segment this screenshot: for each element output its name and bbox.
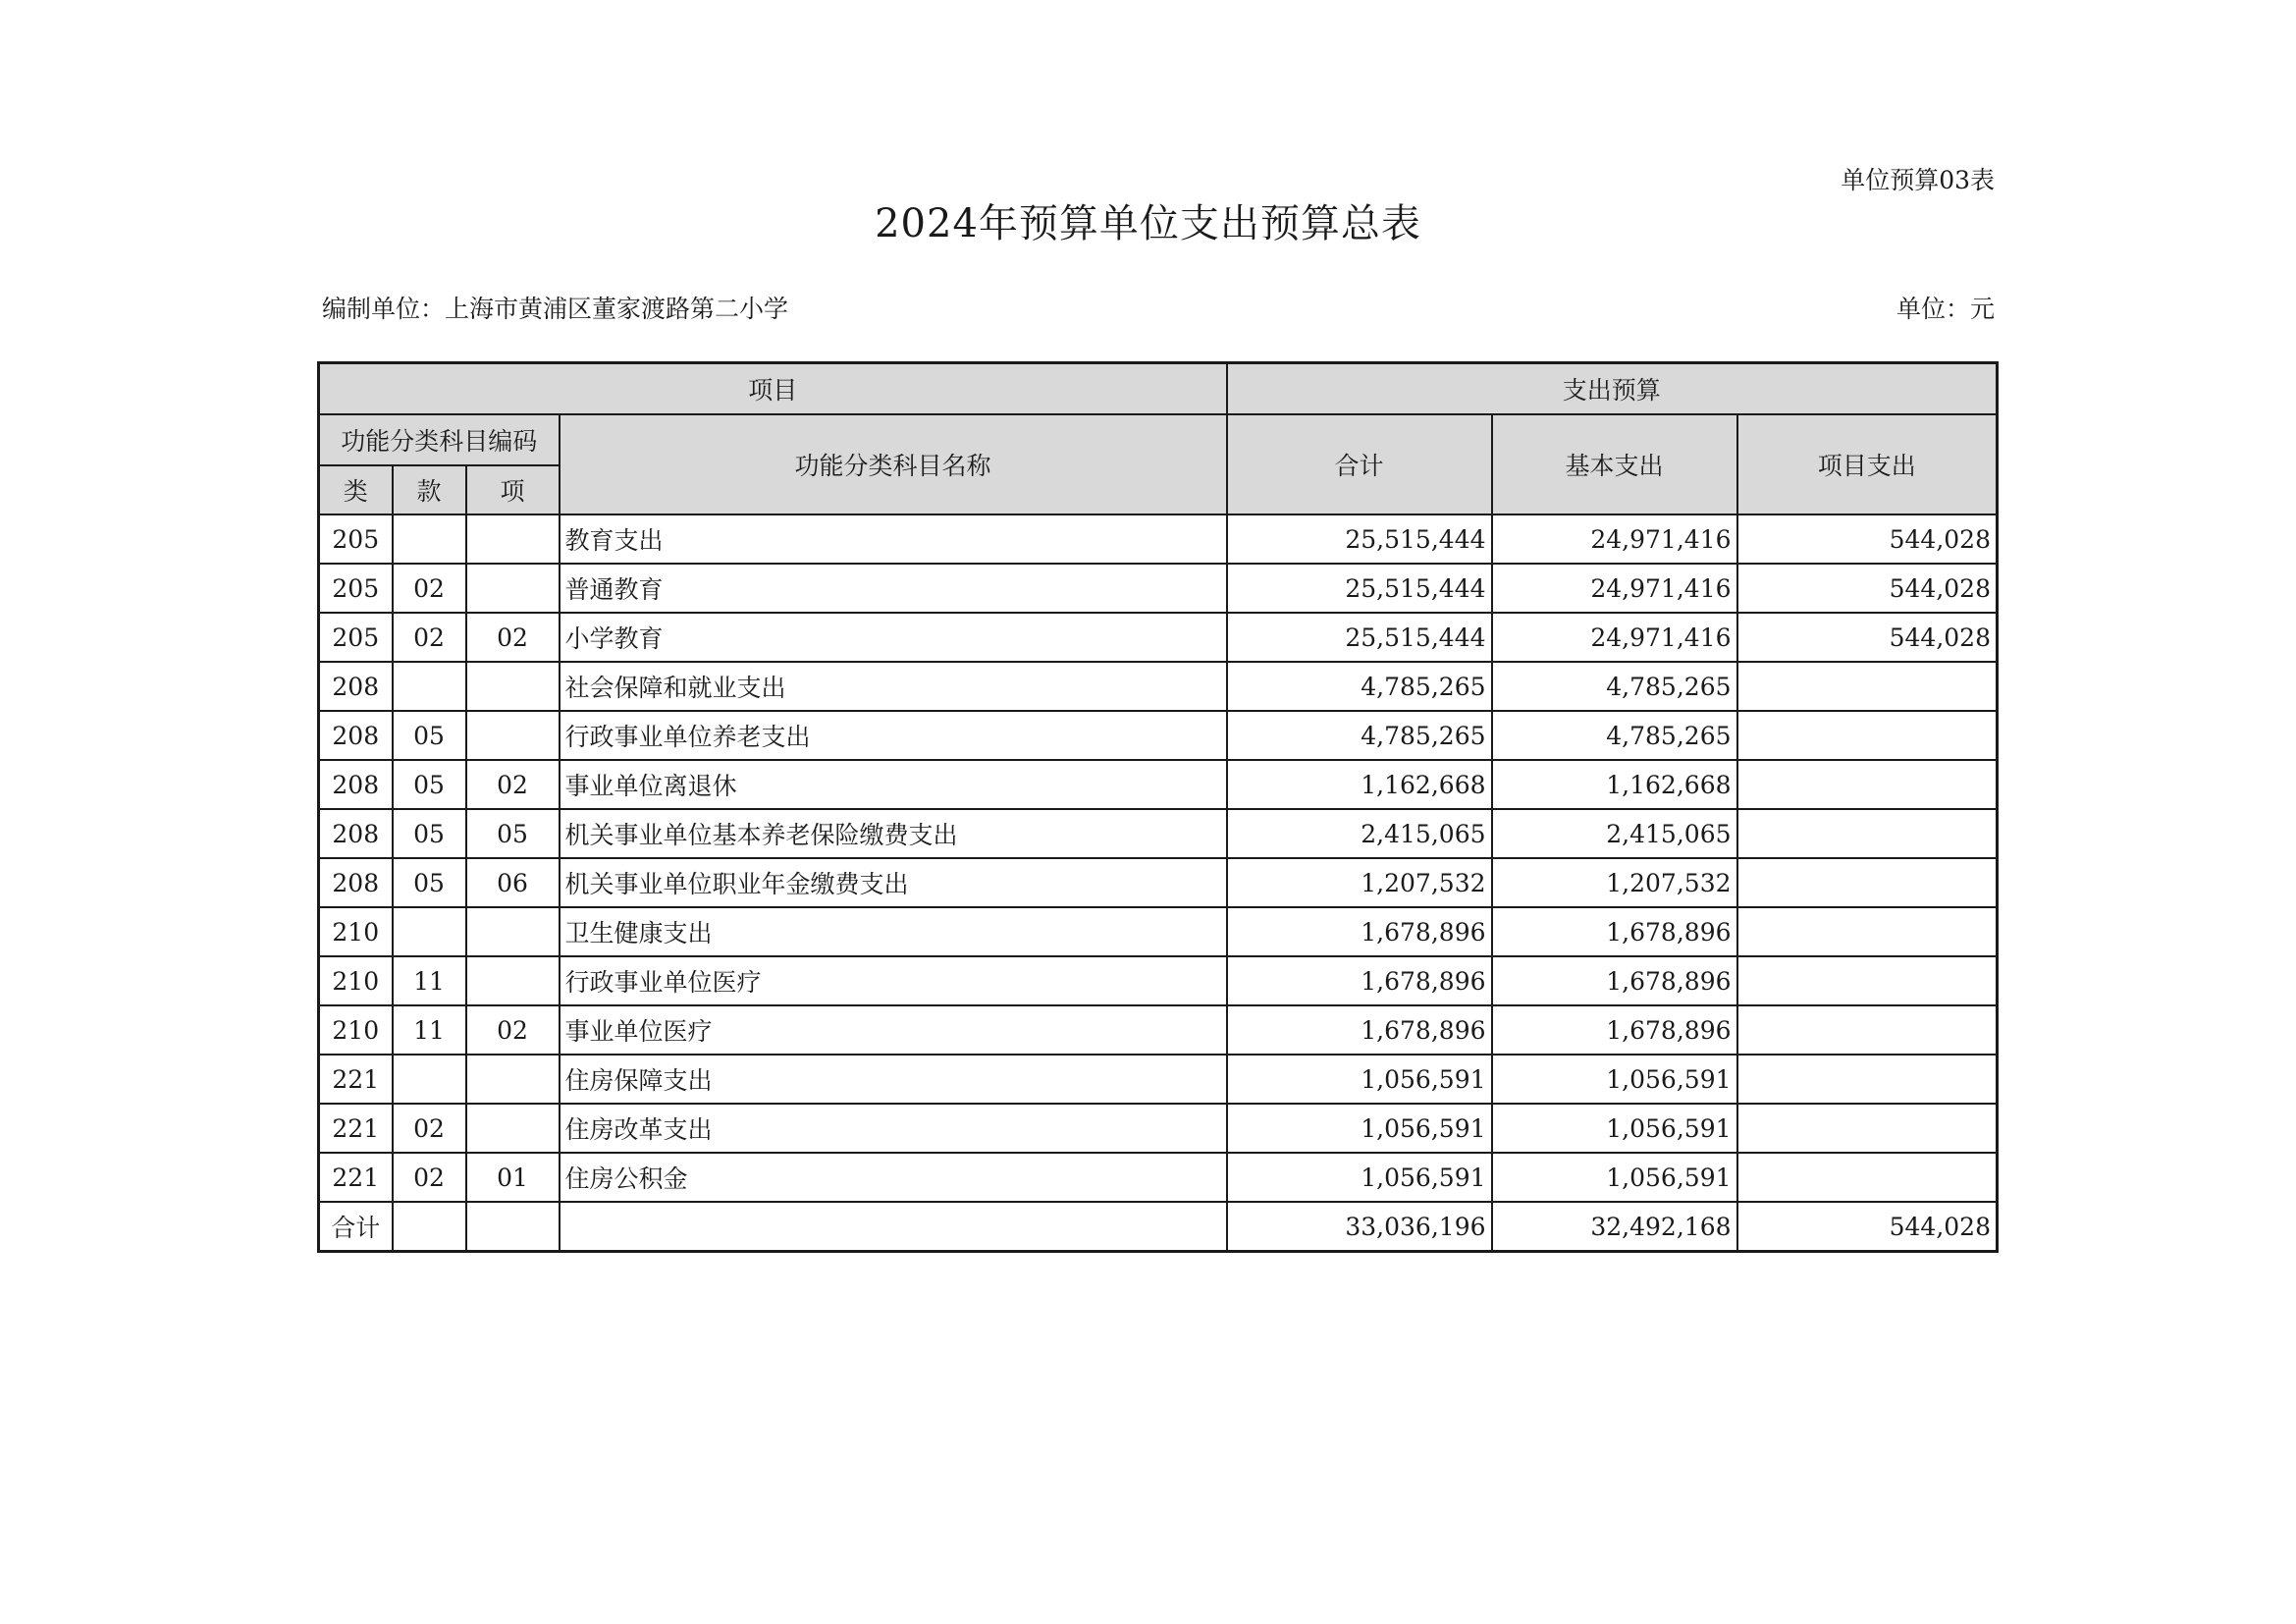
cell-xiang bbox=[466, 1202, 560, 1252]
cell-basic: 1,162,668 bbox=[1492, 760, 1737, 809]
cell-total: 1,678,896 bbox=[1227, 1005, 1492, 1055]
table-row bbox=[319, 514, 1998, 564]
table-row bbox=[319, 760, 1998, 809]
cell-total: 25,515,444 bbox=[1227, 613, 1492, 662]
cell-lei: 221 bbox=[319, 1055, 393, 1104]
cell-kuan: 11 bbox=[393, 956, 466, 1005]
cell-project: 544,028 bbox=[1737, 564, 1998, 613]
cell-project bbox=[1737, 956, 1998, 1005]
cell-total: 4,785,265 bbox=[1227, 662, 1492, 711]
header-name: 功能分类科目名称 bbox=[560, 414, 1227, 514]
cell-total: 1,207,532 bbox=[1227, 858, 1492, 907]
cell-kuan: 05 bbox=[393, 809, 466, 858]
table-row bbox=[319, 956, 1998, 1005]
cell-basic: 4,785,265 bbox=[1492, 711, 1737, 760]
cell-name bbox=[560, 1202, 1227, 1252]
cell-project bbox=[1737, 1055, 1998, 1104]
cell-xiang bbox=[466, 514, 560, 564]
cell-lei: 208 bbox=[319, 760, 393, 809]
cell-kuan: 05 bbox=[393, 711, 466, 760]
cell-basic: 4,785,265 bbox=[1492, 662, 1737, 711]
cell-name: 机关事业单位职业年金缴费支出 bbox=[560, 858, 1227, 907]
cell-name: 住房保障支出 bbox=[560, 1055, 1227, 1104]
cell-name: 小学教育 bbox=[560, 613, 1227, 662]
cell-lei: 210 bbox=[319, 907, 393, 956]
header-item: 项目 bbox=[319, 363, 1227, 415]
cell-lei: 208 bbox=[319, 711, 393, 760]
cell-project bbox=[1737, 1104, 1998, 1153]
cell-name: 事业单位医疗 bbox=[560, 1005, 1227, 1055]
table-row bbox=[319, 662, 1998, 711]
cell-basic: 1,207,532 bbox=[1492, 858, 1737, 907]
cell-xiang bbox=[466, 711, 560, 760]
cell-project bbox=[1737, 711, 1998, 760]
cell-kuan: 11 bbox=[393, 1005, 466, 1055]
cell-name: 住房改革支出 bbox=[560, 1104, 1227, 1153]
cell-total: 1,056,591 bbox=[1227, 1055, 1492, 1104]
cell-lei: 208 bbox=[319, 662, 393, 711]
cell-project: 544,028 bbox=[1737, 514, 1998, 564]
cell-total: 1,162,668 bbox=[1227, 760, 1492, 809]
cell-basic: 1,678,896 bbox=[1492, 956, 1737, 1005]
cell-name: 卫生健康支出 bbox=[560, 907, 1227, 956]
cell-lei: 205 bbox=[319, 514, 393, 564]
table-row bbox=[319, 613, 1998, 662]
cell-xiang bbox=[466, 956, 560, 1005]
cell-project bbox=[1737, 809, 1998, 858]
cell-kuan: 02 bbox=[393, 613, 466, 662]
cell-total: 1,056,591 bbox=[1227, 1153, 1492, 1202]
table-row bbox=[319, 1005, 1998, 1055]
table-row bbox=[319, 1055, 1998, 1104]
cell-total: 33,036,196 bbox=[1227, 1202, 1492, 1252]
cell-basic: 24,971,416 bbox=[1492, 564, 1737, 613]
cell-kuan bbox=[393, 662, 466, 711]
cell-kuan bbox=[393, 514, 466, 564]
table-row bbox=[319, 809, 1998, 858]
cell-xiang: 05 bbox=[466, 809, 560, 858]
cell-project bbox=[1737, 662, 1998, 711]
cell-basic: 32,492,168 bbox=[1492, 1202, 1737, 1252]
cell-lei: 210 bbox=[319, 1005, 393, 1055]
cell-name: 普通教育 bbox=[560, 564, 1227, 613]
cell-basic: 24,971,416 bbox=[1492, 514, 1737, 564]
cell-kuan: 02 bbox=[393, 564, 466, 613]
table-row bbox=[319, 1104, 1998, 1153]
header-code: 功能分类科目编码 bbox=[319, 414, 560, 465]
cell-xiang: 06 bbox=[466, 858, 560, 907]
cell-xiang: 02 bbox=[466, 613, 560, 662]
cell-total: 4,785,265 bbox=[1227, 711, 1492, 760]
cell-xiang: 02 bbox=[466, 760, 560, 809]
cell-total: 1,678,896 bbox=[1227, 907, 1492, 956]
cell-xiang bbox=[466, 1055, 560, 1104]
cell-total: 25,515,444 bbox=[1227, 564, 1492, 613]
table-row bbox=[319, 1202, 1998, 1252]
cell-basic: 2,415,065 bbox=[1492, 809, 1737, 858]
cell-basic: 1,056,591 bbox=[1492, 1055, 1737, 1104]
cell-lei: 221 bbox=[319, 1153, 393, 1202]
cell-kuan: 05 bbox=[393, 760, 466, 809]
cell-name: 社会保障和就业支出 bbox=[560, 662, 1227, 711]
cell-basic: 1,056,591 bbox=[1492, 1153, 1737, 1202]
cell-xiang bbox=[466, 1104, 560, 1153]
cell-xiang bbox=[466, 662, 560, 711]
cell-lei: 205 bbox=[319, 613, 393, 662]
cell-kuan: 02 bbox=[393, 1153, 466, 1202]
page-title: 2024年预算单位支出预算总表 bbox=[875, 201, 1421, 246]
table-row bbox=[319, 907, 1998, 956]
cell-project bbox=[1737, 760, 1998, 809]
header-kuan: 款 bbox=[393, 465, 466, 514]
cell-total: 1,678,896 bbox=[1227, 956, 1492, 1005]
cell-name: 教育支出 bbox=[560, 514, 1227, 564]
cell-xiang: 02 bbox=[466, 1005, 560, 1055]
cell-project bbox=[1737, 907, 1998, 956]
cell-basic: 1,678,896 bbox=[1492, 907, 1737, 956]
cell-total: 25,515,444 bbox=[1227, 514, 1492, 564]
table-row bbox=[319, 711, 1998, 760]
cell-lei: 208 bbox=[319, 809, 393, 858]
cell-basic: 1,678,896 bbox=[1492, 1005, 1737, 1055]
cell-project: 544,028 bbox=[1737, 613, 1998, 662]
cell-lei: 205 bbox=[319, 564, 393, 613]
header-project: 项目支出 bbox=[1737, 414, 1998, 514]
cell-name: 机关事业单位基本养老保险缴费支出 bbox=[560, 809, 1227, 858]
header-budget: 支出预算 bbox=[1227, 363, 1998, 415]
cell-xiang bbox=[466, 907, 560, 956]
cell-xiang bbox=[466, 564, 560, 613]
currency-unit: 单位：元 bbox=[1896, 295, 1995, 323]
cell-name: 住房公积金 bbox=[560, 1153, 1227, 1202]
cell-kuan bbox=[393, 1202, 466, 1252]
cell-xiang: 01 bbox=[466, 1153, 560, 1202]
cell-basic: 24,971,416 bbox=[1492, 613, 1737, 662]
cell-name: 行政事业单位医疗 bbox=[560, 956, 1227, 1005]
cell-kuan bbox=[393, 907, 466, 956]
cell-total: 1,056,591 bbox=[1227, 1104, 1492, 1153]
cell-project bbox=[1737, 1005, 1998, 1055]
cell-lei: 221 bbox=[319, 1104, 393, 1153]
header-xiang: 项 bbox=[466, 465, 560, 514]
form-number: 单位预算03表 bbox=[1841, 166, 1995, 194]
cell-project bbox=[1737, 858, 1998, 907]
cell-name: 事业单位离退休 bbox=[560, 760, 1227, 809]
table-row bbox=[319, 858, 1998, 907]
budget-table bbox=[317, 361, 1999, 1253]
header-basic: 基本支出 bbox=[1492, 414, 1737, 514]
cell-lei: 合计 bbox=[319, 1202, 393, 1252]
cell-kuan bbox=[393, 1055, 466, 1104]
cell-kuan: 02 bbox=[393, 1104, 466, 1153]
header-total: 合计 bbox=[1227, 414, 1492, 514]
cell-project bbox=[1737, 1153, 1998, 1202]
compiling-unit: 编制单位：上海市黄浦区董家渡路第二小学 bbox=[322, 295, 789, 323]
header-lei: 类 bbox=[319, 465, 393, 514]
cell-project: 544,028 bbox=[1737, 1202, 1998, 1252]
cell-kuan: 05 bbox=[393, 858, 466, 907]
cell-basic: 1,056,591 bbox=[1492, 1104, 1737, 1153]
table-row bbox=[319, 1153, 1998, 1202]
table-body bbox=[319, 514, 1998, 1252]
cell-total: 2,415,065 bbox=[1227, 809, 1492, 858]
table-row bbox=[319, 564, 1998, 613]
cell-lei: 210 bbox=[319, 956, 393, 1005]
cell-lei: 208 bbox=[319, 858, 393, 907]
cell-name: 行政事业单位养老支出 bbox=[560, 711, 1227, 760]
